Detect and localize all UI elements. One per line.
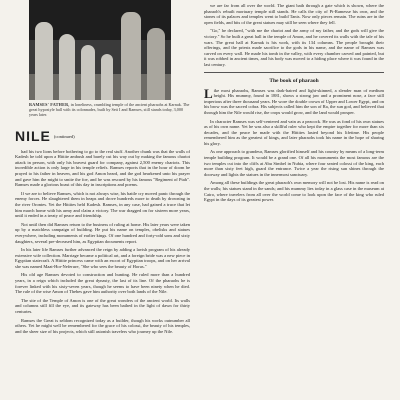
body-paragraph: Not until then did Ramses return to the business of ruling at home. His later years were taken up by a matchless campaign of building. He put his name on temples, obelisks and statues everywhere, including monuments of earlier kings. Of one hundred and forty-odd sons and sixty daughters, several pre-deceased him, as Egyptian documents report. xyxy=(15,221,190,244)
body-paragraph-lead xyxy=(204,85,384,116)
lead-text: ike most pharaohs, Ramses was dark-haired and light-skinned, a slender man of medium height. His mummy, found in 1881, shows a strong jaw and a prominent nose, a face still imperious after three thousand years. He wore the double crown of Upper and Lower Egypt, and on his brow was the sacred cobra. His subjects called him the son of Ra, the sun god, and believed that through him the Nile would rise, the crops would grow, and the land would prosper. xyxy=(204,87,384,115)
temple-photo xyxy=(29,0,171,100)
body-paragraph: In his later life Ramses further advanced the reign by adding a lavish program of his already extensive wife collection. Marriage became a political art, and a foreign bride was a new piece in Egyptian statecraft. A Hittite princess came with an escort of Egyptian troops, and on her arrival she was named Maat-Hor-Neferure, "She who sees the beauty of Horus." xyxy=(15,247,190,269)
body-paragraph: If we are to believe Ramses, which is not always wise, his battle cry moved panic through the enemy forces. He slaughtered them in heaps and drove hundreds more to death by drowning in the river Orontes. Yet the Hittites held Kadesh. Ramses, in any case, had gained a truce that let him march home with his army and claim a victory. The war dragged on for sixteen more years, until it ended in a treaty of peace and friendship. xyxy=(15,190,190,219)
temple-column xyxy=(101,54,113,100)
body-paragraph: had his two lions before bothering to go to the real stuff. Another chunk was that the walls of Kadesh he told upon a Hittite ambush and barely cut his way out by making the famous chariot attack in person, with only his bravest guard for company, against 2,500 enemy chariots. This incredible action is only large in his temple reliefs. Ramses reports that in the hour of doom he prayed to his father in heaven, and his god Amon heard, and the god hearkened unto his prayer and gave him the might to smite the foe, and he was rescued by his famous "Regiment of Ptah". Ramses made a glorious boast of this day in inscriptions and poems. xyxy=(15,148,190,188)
body-paragraph: As one approach to grandeur, Ramses glorified himself and his country by means of a long-term temple building program. It would be a grand one. Of all his monuments the most famous are the two temples cut into the cliffs at Abu Simbel in Nubia, where four seated colossi of the king, each more than sixty feet high, guard the entrance. Twice a year the rising sun shines through the doorway and lights the statues in the innermost sanctuary. xyxy=(204,149,384,177)
photo-caption xyxy=(29,102,190,118)
temple-column xyxy=(35,22,53,100)
left-column xyxy=(15,0,190,337)
subsection-title: The book of pharaoh xyxy=(269,77,319,84)
body-paragraph: Among all these buildings the great pharaoh's own memory will not be lost. His name is read on the walls; his statues stand in the sands; and his mummy lies today in a glass case in the museum at Cairo, where travelers from all over the world come to look upon the face of the king who ruled Egypt in the days of its greatest power. xyxy=(204,180,384,203)
temple-column xyxy=(59,34,75,100)
body-paragraph: The site of the Temple of Amon is one of the great wonders of the ancient world. Its walls and columns still fill the eye, and its gateway has been bathed in the light of dawn for thirty centuries. xyxy=(15,297,190,315)
section-divider xyxy=(204,72,384,73)
temple-column xyxy=(147,28,165,100)
caption-text: in loneliness, crumbling temple of the ancient pharaohs at Karnak. The great hypostyle hall with its colonnades, built by Seti I and Ramses, still stands today, 3,000 years later. xyxy=(29,102,190,118)
section-continued-label: (continued) xyxy=(53,134,75,140)
body-paragraph: His old age Ramses devoted to construction and hunting. He ruled more than a hundred years, in a reign which included the great dynasty, the last of its line. Of the pharaohs he is forever linked with his sixty-seven years, though he seems to have been ninety when he died. The rule of the wise Amon of Thebes gave him authority over both lands of the Nile. xyxy=(15,272,190,295)
caption-title: RAMSES' FATHER, xyxy=(29,102,70,107)
temple-column xyxy=(81,45,95,100)
section-title: NILE xyxy=(15,127,51,144)
body-paragraph: "Go," he declared, "with me the chariot and the army of my father, and the gods will give the victory." So he built a great hall in the temple of Amon, and he covered its walls with the tale of his wars. The great hall at Karnak is his work, with its 134 columns. The people brought their offerings, and the priests made sacrifice to the gods in his name, and the name of Ramses was carved on every wall. He made his tomb in the valley, with every chamber carved and painted, but it was robbed in ancient times, and his body was moved to a hiding place where it was found in the last century. xyxy=(204,28,384,67)
drop-cap: L xyxy=(204,85,213,101)
body-paragraph: we are far from all over the world. The giant bath through a gate which is shown, where the pharaoh's rebuilt mortuary temple still stands. He calls the city of Pi-Ramesse his own, and the stones of its palaces and temples went to build Tanis. Now only pieces remain. The ruins are in the open fields, and bits of the great statues may still be seen where they fell. xyxy=(204,3,384,25)
body-paragraph: Ramses the Great is seldom recognized today as a builder, though his works outnumber all others. Yet he might well be remembered for the grace of his colossi, the beauty of his temples, and the sheer size of his projects, which still astonish travelers who journey up the Nile. xyxy=(15,317,190,334)
section-heading xyxy=(15,128,190,146)
temple-column xyxy=(121,12,141,100)
right-column xyxy=(204,0,384,206)
body-paragraph: In character Ramses was self-centered and vain as a peacock. He was as fond of his own statues as of his own name. Yet he was also a skillful ruler who kept the empire together for more than six decades, and the peace he made with the Hittites lasted beyond his lifetime. His people remembered him as the greatest of kings, and later pharaohs took his name in the hope of sharing his glory. xyxy=(204,118,384,146)
